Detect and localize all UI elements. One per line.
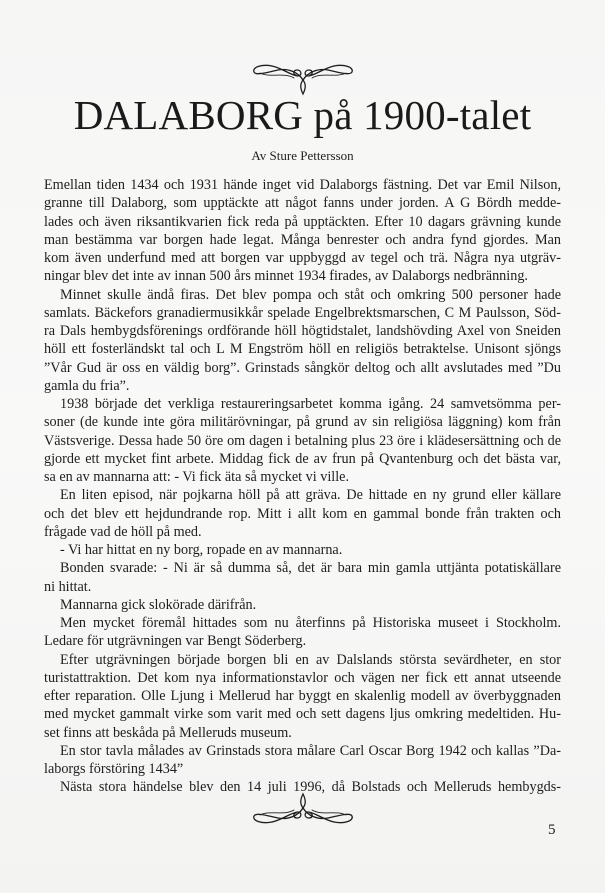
body-text-line: gamla du fria”. (44, 377, 130, 394)
body-text-line: kom även underfund med att borgen var uppbyggd av tegel och trä. Några nya utgräv- (44, 250, 561, 266)
body-text-line: frågade vad de höll på med. (44, 523, 202, 540)
body-text-line: Emellan tiden 1434 och 1931 hände inget vid Dalaborgs fästning. Det var Emil Nilson, (44, 177, 561, 193)
body-text-line: set finns att beskåda på Melleruds museum. (44, 724, 292, 741)
body-text-line: ra Dals hembygdsförenings ordförande höll högtidstalet, landshövding Axel von Sneiden (44, 323, 561, 339)
body-text-line: Minnet skulle ändå firas. Det blev pompa och ståt och omkring 500 personer hade (60, 286, 561, 303)
body-text-line: samlats. Bäckefors granadiermusikkår spelade Engelbrektsmarschen, C M Paulsson, Söd- (44, 304, 561, 321)
body-text-line: man bestämma var borgen hade legat. Många benrester och andra fynd gjordes. Man (44, 231, 561, 248)
flourish-ornament-bottom-icon (248, 790, 358, 832)
article-author: Av Sture Pettersson (251, 148, 354, 163)
body-text-line: - Vi har hittat en ny borg, ropade en av mannarna. (60, 542, 343, 558)
body-text-line: En stor tavla målades av Grinstads stora målare Carl Oscar Borg 1942 och kallas ”Da- (60, 742, 561, 759)
body-text-line: lades och även riksantikvarien fick reda på upptäckten. Efter 10 dagars grävning kunde (44, 213, 561, 230)
page-number: 5 (548, 822, 556, 838)
body-text-line: efter reparation. Olle Ljung i Mellerud har byggt en skalenlig modell av överbyggnaden (44, 688, 561, 704)
body-text-line: sa en av mannarna att: - Vi fick äta så mycket vi ville. (44, 469, 349, 485)
body-text-line: höll ett fosterländskt tal och L M Engström höll en religiös betraktelse. Unisont sjöngs (44, 341, 561, 358)
body-text-line: ni hittat. (44, 578, 92, 595)
article-title: DALABORG på 1900-talet (73, 92, 532, 138)
body-text-line: Bonden svarade: - Ni är så dumma så, det är bara min gamla uttjänta potatiskällare (60, 560, 561, 577)
body-text-line: gjorde ett mycket fint arbete. Middag fick de av frun på Qvantenburg och det bästa var, (44, 450, 561, 467)
body-text-line: med mycket gammalt virke som varit med och sett dagens ljus omkring medeltiden. Hu- (44, 706, 561, 723)
body-text-line: 1938 började det verkliga restaureringsarbetet komma igång. 24 samvetsömma per- (60, 396, 561, 412)
body-text-line: Efter utgrävningen började borgen bli en av Dalslands största sevärdheter, en stor (60, 651, 561, 668)
body-text-line: Men mycket föremål hittades som nu återfinns på Historiska museet i Stockholm. (60, 615, 561, 631)
body-text-line: Nästa stora händelse blev den 14 juli 1996, då Bolstads och Melleruds hembygds- (60, 779, 561, 796)
article-body (44, 176, 561, 797)
body-text-line: ”Vår Gud är oss en väldig borg”. Grinstads sångkör deltog och allt avslutades med ”Du (44, 359, 561, 376)
body-text-line: laborgs förstöring 1434” (44, 761, 184, 777)
body-text-line: soner (de kunde inte göra militärövningar, på grund av sin religiösa läggning) kom från (44, 414, 561, 431)
body-text-line: En liten episod, när pojkarna höll på att gräva. De hittade en ny grund eller källare (60, 487, 561, 504)
body-text-line: ningar blev det inte av innan 500 års minnet 1934 firades, av Dalaborgs nedbränning. (44, 268, 528, 285)
body-text-line: granne till Dalaborg, som upptäckte att något fanns under jorden. A G Bördh medde- (44, 195, 561, 212)
body-text-line: Ledare för utgrävningen var Bengt Söderberg. (44, 633, 307, 650)
body-text-line: Västsverige. Dessa hade 50 öre om dagen i betalning plus 23 öre i klädesersättning och de (44, 432, 561, 449)
body-text-line: och det blev ett hejdundrande rop. Mitt i allt kom en gammal bonde från trakten och (44, 505, 561, 522)
body-text-line: turistattraktion. Det kom nya informationstavlor och vägen ner fick ett annat utseende (44, 669, 561, 686)
body-text-line: Mannarna gick slokörade därifrån. (60, 596, 257, 613)
